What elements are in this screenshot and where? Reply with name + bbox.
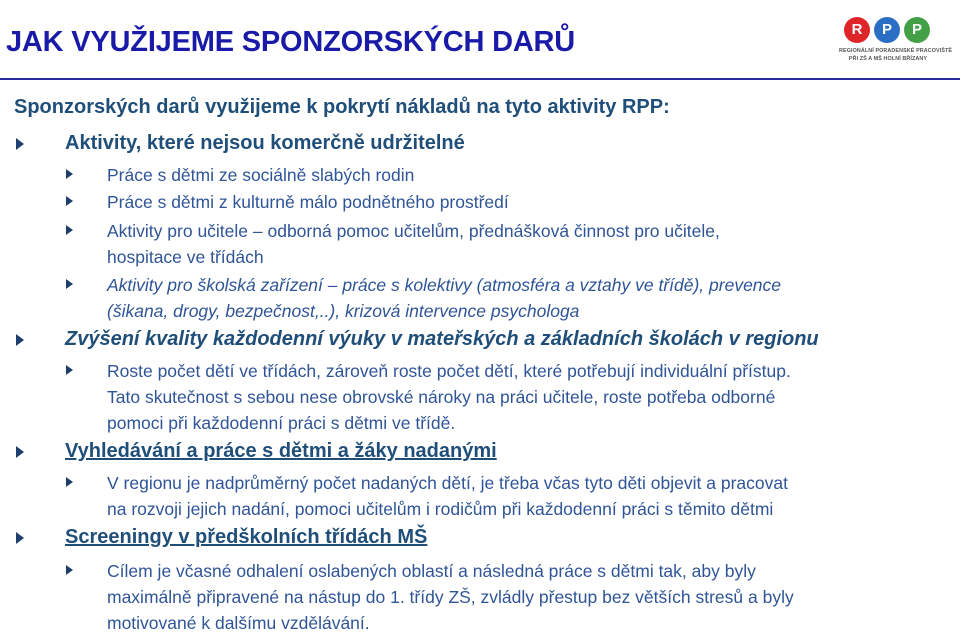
sub-bullet-arrow-icon [66,279,73,289]
rpp-logo [839,17,953,71]
list-item-text: Aktivity pro školská zařízení – práce s kolektivy (atmosféra a vztahy ve třídě), prevence [107,275,782,295]
sub-bullet-arrow-icon [66,477,73,487]
section-heading-text: Screeningy v předškolních třídách MŠ [65,526,428,548]
sub-bullet-arrow-icon [66,365,73,375]
section-heading-text: Vyhledávání a práce s dětmi a žáky nadanými [65,440,497,462]
section-heading-text: Zvýšení kvality každodenní výuky v mateřských a základních školách v regionu [65,328,819,350]
bullet-arrow-icon [16,446,24,458]
list-item-text-continued: maximálně připravené na nástup do 1. třídy ZŠ, zvládly přestup bez větších stresů a byly [107,587,794,607]
list-item-text: V regionu je nadprůměrný počet nadaných dětí, je třeba včas tyto děti objevit a pracovat [107,473,788,493]
sub-bullet-arrow-icon [66,196,73,206]
logo-text-line1: REGIONÁLNÍ PORADENSKÉ PRACOVIŠTĚ [839,48,953,54]
sub-bullet-arrow-icon [66,169,73,179]
bullet-arrow-icon [16,334,24,346]
logo-letter-p2: P [904,17,930,43]
list-item-text: Aktivity pro učitele – odborná pomoc učitelům, přednášková činnost pro učitele, [107,221,720,241]
list-item-text: Roste počet dětí ve třídách, zároveň roste počet dětí, které potřebují individuální přístup. [107,361,791,381]
page-title: JAK VYUŽIJEME SPONZORSKÝCH DARŮ [6,26,576,58]
logo-letter-p1: P [874,17,900,43]
intro-text: Sponzorských darů využijeme k pokrytí nákladů na tyto aktivity RPP: [14,96,670,118]
list-item-text-continued: pomoci při každodenní práci s dětmi ve třídě. [107,413,456,433]
list-item-text: Práce s dětmi z kulturně málo podnětného prostředí [107,192,509,212]
bullet-arrow-icon [16,138,24,150]
sub-bullet-arrow-icon [66,565,73,575]
list-item-text-continued: hospitace ve třídách [107,247,264,267]
bullet-arrow-icon [16,532,24,544]
logo-badges [844,17,930,43]
list-item-text-continued: (šikana, drogy, bezpečnost,..), krizová intervence psychologa [107,301,580,321]
list-item-text-continued: motivované k dalšímu vzdělávání. [107,613,370,633]
sub-bullet-arrow-icon [66,225,73,235]
logo-text-line2: PŘI ZŠ A MŠ HOLNÍ BŘÍZANY [848,56,928,62]
section-heading-text: Aktivity, které nejsou komerčně udržitelné [65,132,465,154]
list-item-text: Cílem je včasné odhalení oslabených oblastí a následná práce s dětmi tak, aby byly [107,561,756,581]
list-item-text-continued: Tato skutečnost s sebou nese obrovské nároky na práci učitele, roste potřeba odborné [107,387,776,407]
list-item-text-continued: na rozvoji jejich nadání, pomoci učitelům i rodičům při každodenní práci s těmito dětmi [107,499,774,519]
logo-letter-r: R [844,17,870,43]
title-divider [0,78,960,80]
list-item-text: Práce s dětmi ze sociálně slabých rodin [107,165,415,185]
